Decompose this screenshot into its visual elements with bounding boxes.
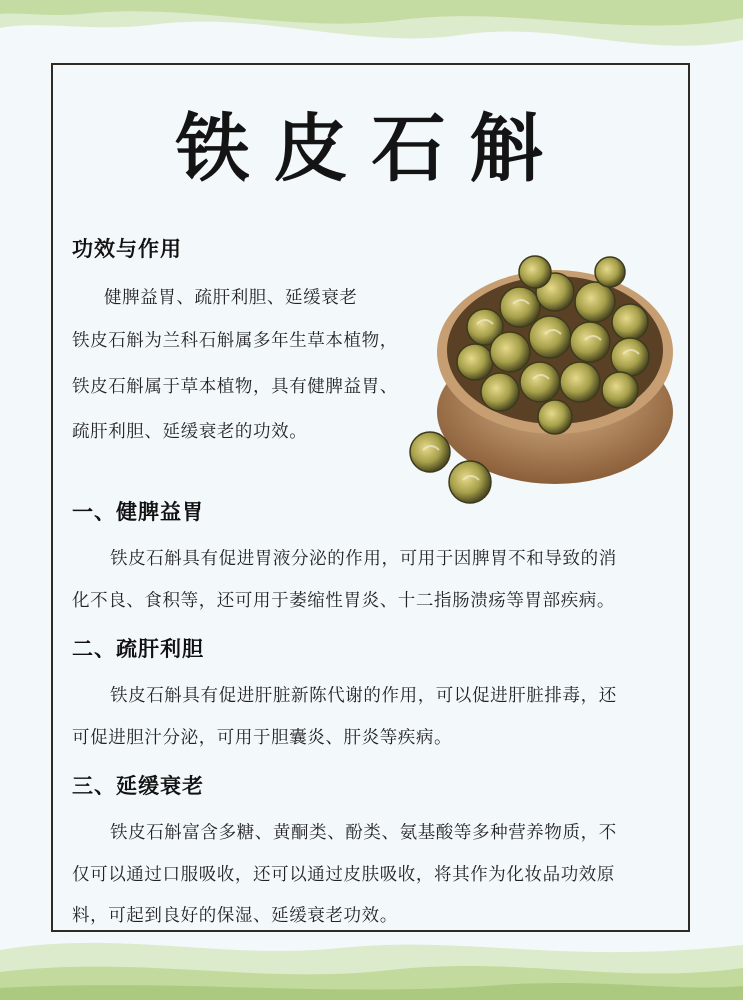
intro-line: 疏肝利胆、延缓衰老的功效。 <box>72 422 308 442</box>
intro-heading: 功效与作用 <box>72 237 182 261</box>
section-line: 铁皮石斛具有促进肝脏新陈代谢的作用，可以促进肝脏排毒，还 <box>110 686 617 706</box>
dendrobium-bowl-image <box>405 232 675 512</box>
section-line: 铁皮石斛富含多糖、黄酮类、酚类、氨基酸等多种营养物质，不 <box>110 823 617 843</box>
page-title: 铁皮石斛 <box>175 106 568 192</box>
intro-line: 铁皮石斛属于草本植物，具有健脾益胃、 <box>72 377 398 397</box>
section-line: 料，可起到良好的保湿、延缓衰老功效。 <box>72 906 398 926</box>
section-line: 可促进胆汁分泌，可用于胆囊炎、肝炎等疾病。 <box>72 728 453 748</box>
section-line: 仅可以通过口服吸收，还可以通过皮肤吸收，将其作为化妆品功效原 <box>72 865 615 885</box>
section-heading: 一、健脾益胃 <box>72 500 204 524</box>
intro-line: 铁皮石斛为兰科石斛属多年生草本植物， <box>72 331 398 351</box>
section-line: 铁皮石斛具有促进胃液分泌的作用，可用于因脾胃不和导致的消 <box>110 549 617 569</box>
section-line: 化不良、食积等，还可用于萎缩性胃炎、十二指肠溃疡等胃部疾病。 <box>72 591 615 611</box>
section-heading: 二、疏肝利胆 <box>72 637 204 661</box>
intro-line: 健脾益胃、疏肝利胆、延缓衰老 <box>104 288 358 308</box>
section-heading: 三、延缓衰老 <box>72 774 204 798</box>
